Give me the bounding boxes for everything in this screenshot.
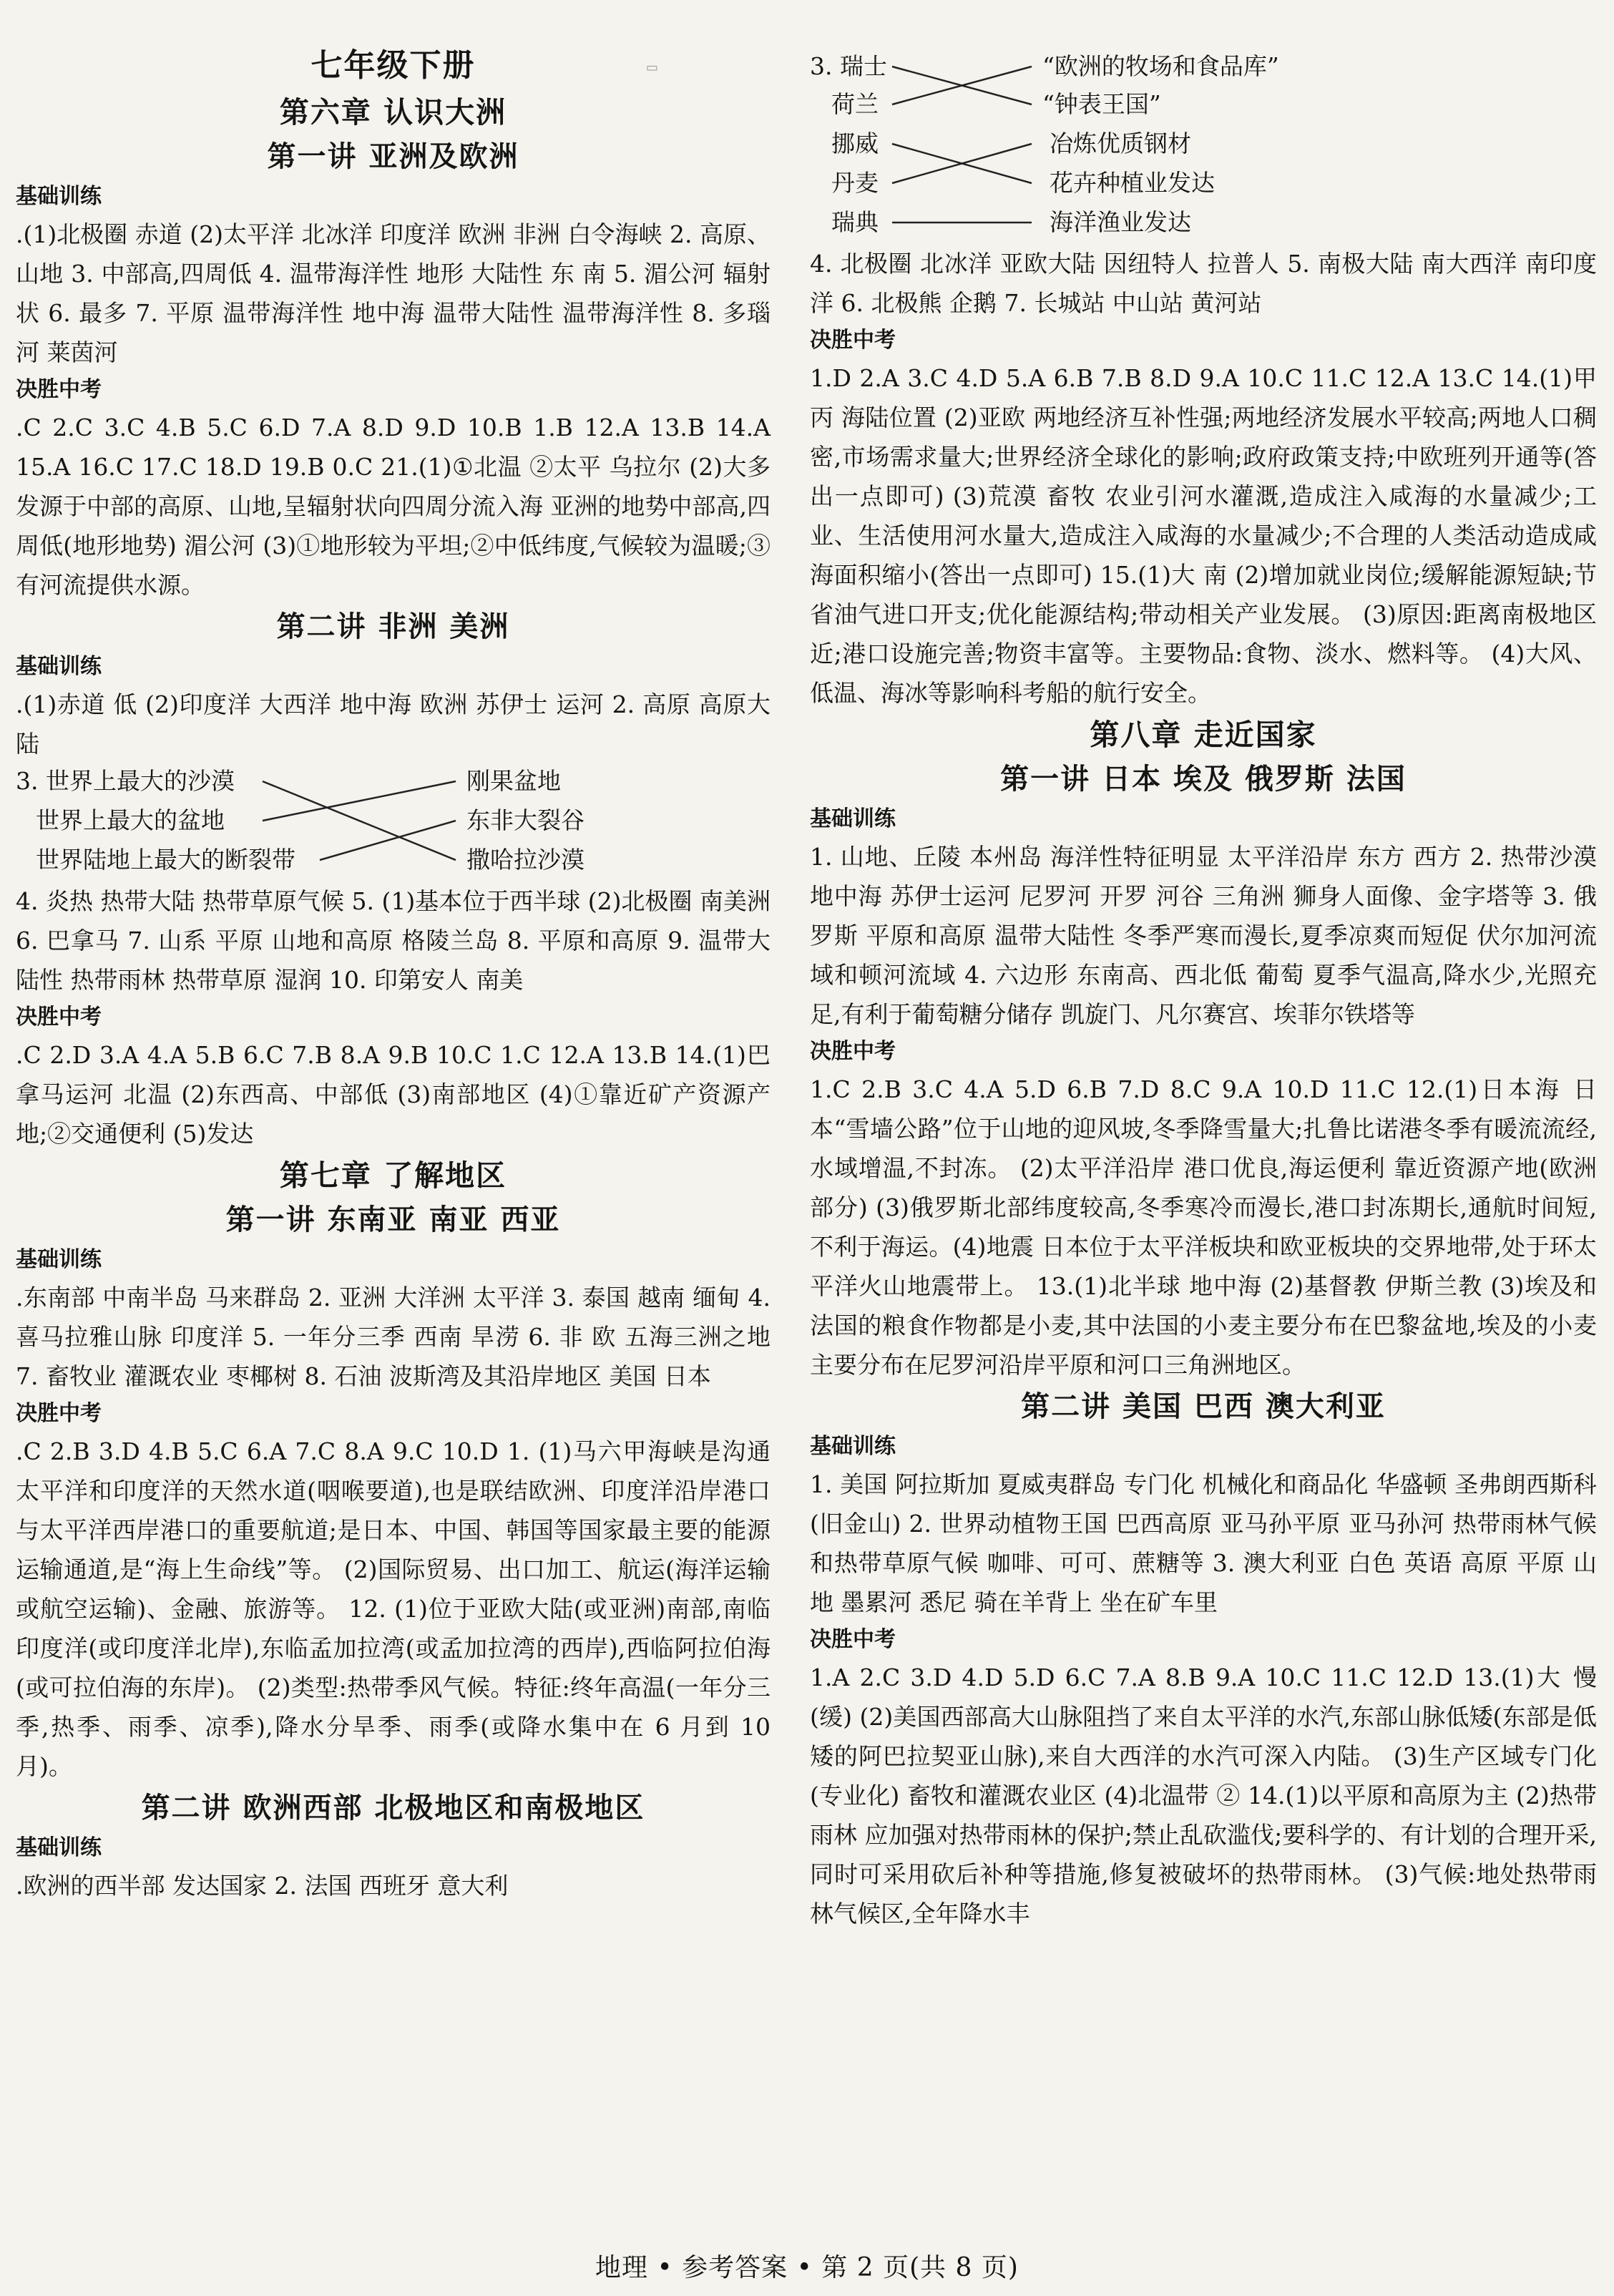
section-basic-training: 基础训练 xyxy=(810,1434,896,1459)
match-right-item: 海洋渔业发达 xyxy=(1050,208,1191,236)
lesson-1-basic-answers: .(1)北极圈 赤道 (2)太平洋 北冰洋 印度洋 欧洲 非洲 白令海峡 2. 高原、山地 3. 中部高,四周低 4. 温带海洋性 地形 大陆性 东 南 5. 湄公河 辐射状 6. 最多 7. 平原 温带海洋性 地中海 温带大陆性 温带海洋性 8. 多瑙河 莱茵河 xyxy=(16,220,771,366)
section-final-exam: 决胜中考 xyxy=(16,1401,102,1426)
match-right-item: 东非大裂谷 xyxy=(466,806,585,834)
lesson-6-title: 第二讲 美国 巴西 澳大利亚 xyxy=(1021,1389,1386,1423)
page-footer: 地理 • 参考答案 • 第 2 页(共 8 页) xyxy=(595,2253,1019,2282)
lesson-4-basic-answers: .欧洲的西半部 发达国家 2. 法国 西班牙 意大利 xyxy=(16,1872,509,1900)
section-final-exam: 决胜中考 xyxy=(810,1627,896,1652)
lesson-3-exam-answers: .C 2.B 3.D 4.B 5.C 6.A 7.C 8.A 9.C 10.D 1. (1)马六甲海峡是沟通太平洋和印度洋的天然水道(咽喉要道),也是联结欧洲、印度洋沿岸港口与太平洋西岸港口的重要航道;是日本、中国、韩国等国家最主要的能源运输通道,是“海上生命线”等。 (2)国际贸易、出口加工、航运(海洋运输或航空运输)、金融、旅游等。 12. (1)位于亚欧大陆(或亚洲)南部,南临印度洋(或印度洋北岸),东临孟加拉湾(或孟加拉湾的西岸),西临阿拉伯海(或可拉伯海的东岸)。 (2)类型:热带季风气候。特征:终年高温(一年分三季,热季、雨季、凉季),降水分旱季、雨季(或降水集中在 6 月到 10 月)。 xyxy=(16,1437,778,1780)
lesson-6-basic-answers: 1. 美国 阿拉斯加 夏威夷群岛 专门化 机械化和商品化 华盛顿 圣弗朗西斯科(旧金山) 2. 世界动植物王国 巴西高原 亚马孙平原 亚马孙河 热带雨林气候和热带草原气候 咖啡、可可、蔗糖等 3. 澳大利亚 白色 英语 高原 平原 山地 墨累河 悉尼 骑在羊背上 坐在矿车里 xyxy=(810,1470,1597,1616)
match-right-item: 撒哈拉沙漠 xyxy=(466,846,585,874)
match-left-item: 荷兰 xyxy=(831,90,879,118)
section-final-exam: 决胜中考 xyxy=(810,328,896,353)
section-basic-training: 基础训练 xyxy=(16,654,102,679)
chapter-7-title: 第七章 了解地区 xyxy=(279,1158,507,1193)
match-right-item: 冶炼优质钢材 xyxy=(1050,130,1191,157)
lesson-2-exam-answers: .C 2.D 3.A 4.A 5.B 6.C 7.B 8.A 9.B 10.C 1.C 12.A 13.B 14.(1)巴拿马运河 北温 (2)东西高、中部低 (3)南部地区 (4)①靠近矿产资源产地;②交通便利 (5)发达 xyxy=(16,1041,771,1148)
match-left-item: 世界上最大的盆地 xyxy=(36,806,225,834)
lesson-2-basic-answers-part1: .(1)赤道 低 (2)印度洋 大西洋 地中海 欧洲 苏伊士 运河 2. 高原 高原大陆 xyxy=(16,690,771,758)
match-left-item: 丹麦 xyxy=(831,169,879,197)
match-right-item: “欧洲的牧场和食品库” xyxy=(1042,52,1279,80)
match-right-item: 刚果盆地 xyxy=(466,767,561,795)
lesson-3-title: 第一讲 东南亚 南亚 西亚 xyxy=(225,1203,561,1236)
lesson-3-basic-answers: .东南部 中南半岛 马来群岛 2. 亚洲 大洋洲 太平洋 3. 泰国 越南 缅甸 4. 喜马拉雅山脉 印度洋 5. 一年分三季 西南 旱涝 6. 非 欧 五海三洲之地 7. 畜牧业 灌溉农业 枣椰树 8. 石油 波斯湾及其沿岸地区 美国 日本 xyxy=(16,1284,778,1390)
match-left-item: 3. 瑞士 xyxy=(810,52,887,80)
section-basic-training: 基础训练 xyxy=(16,184,102,209)
lesson-4-basic-answers-part2: 4. 北极圈 北冰洋 亚欧大陆 因纽特人 拉普人 5. 南极大陆 南大西洋 南印度洋 6. 北极熊 企鹅 7. 长城站 中山站 黄河站 xyxy=(810,250,1597,317)
lesson-5-exam-answers: 1.C 2.B 3.C 4.A 5.D 6.B 7.D 8.C 9.A 10.D 11.C 12.(1)日本海 日本“雪墙公路”位于山地的迎风坡,冬季降雪量大;扎鲁比诺港冬季有暖流流经,水域增温,不封冻。 (2)太平洋沿岸 港口优良,海运便利 靠近资源产地(欧洲部分) (3)俄罗斯北部纬度较高,冬季寒冷而漫长,港口封冻期长,通航时间短,不利于海运。(4)地震 日本位于太平洋板块和欧亚板块的交界地带,处于环太平洋火山地震带上。 13.(1)北半球 地中海 (2)基督教 伊斯兰教 (3)埃及和法国的粮食作物都是小麦,其中法国的小麦主要分布在巴黎盆地,埃及的小麦主要分布在尼罗河沿岸平原和河口三角洲地区。 xyxy=(810,1075,1597,1379)
section-basic-training: 基础训练 xyxy=(16,1247,102,1272)
lesson-2-basic-answers-part2: 4. 炎热 热带大陆 热带草原气候 5. (1)基本位于西半球 (2)北极圈 南美洲 6. 巴拿马 7. 山系 平原 山地和高原 格陵兰岛 8. 平原和高原 9. 温带大陆性 热带雨林 热带草原 湿润 10. 印第安人 南美 xyxy=(16,887,778,994)
matching-diagram-countries xyxy=(810,47,1597,244)
print-mark: ▭ xyxy=(646,60,659,75)
section-final-exam: 决胜中考 xyxy=(16,377,102,402)
lesson-1-exam-answers: .C 2.C 3.C 4.B 5.C 6.D 7.A 8.D 9.D 10.B 1.B 12.A 13.B 14.A 15.A 16.C 17.C 18.D 19.B 0.C 21.(1)①北温 ②太平 乌拉尔 (2)大多发源于中部的高原、山地,呈辐射状向四周分流入海 亚洲的地势中部高,四周低(地形地势) 湄公河 (3)①地形较为平坦;②中低纬度,气候较为温暖;③有河流提供水源。 xyxy=(16,414,778,599)
lesson-4-title: 第二讲 欧洲西部 北极地区和南极地区 xyxy=(141,1791,645,1824)
match-left-item: 挪威 xyxy=(831,130,879,157)
lesson-5-title: 第一讲 日本 埃及 俄罗斯 法国 xyxy=(1000,762,1407,796)
match-left-item: 瑞典 xyxy=(831,208,879,236)
lesson-6-exam-answers: 1.A 2.C 3.D 4.D 5.D 6.C 7.A 8.B 9.A 10.C 11.C 12.D 13.(1)大 慢(缓) (2)美国西部高大山脉阻挡了来自太平洋的水汽,东部山脉低矮(东部是低矮的阿巴拉契亚山脉),来自大西洋的水汽可深入内陆。 (3)生产区域专门化(专业化) 畜牧和灌溉农业区 (4)北温带 ② 14.(1)以平原和高原为主 (2)热带雨林 应加强对热带雨林的保护;禁止乱砍滥伐;要科学的、有计划的合理开采,同时可采用砍后补种等措施,修复被破坏的热带雨林。 (3)气候:地处热带雨林气候区,全年降水丰 xyxy=(810,1664,1597,1928)
section-final-exam: 决胜中考 xyxy=(16,1005,102,1030)
section-basic-training: 基础训练 xyxy=(16,1835,102,1860)
lesson-4-exam-answers: 1.D 2.A 3.C 4.D 5.A 6.B 7.B 8.D 9.A 10.C 11.C 12.A 13.C 14.(1)甲 丙 海陆位置 (2)亚欧 两地经济互补性强;两地经济发展水平较高;两地人口稠密,市场需求量大;世界经济全球化的影响;政府政策支持;中欧班列开通等(答出一点即可) (3)荒漠 畜牧 农业引河水灌溉,造成注入咸海的水量减少;工业、生活使用河水量大,造成注入咸海的水量减少;不合理的人类活动造成咸海面积缩小(答出一点即可) 15.(1)大 南 (2)增加就业岗位;缓解能源短缺;节省油气进口开支;优化能源结构;带动相关产业发展。 (3)原因:距离南极地区近;港口设施完善;物资丰富等。主要物品:食物、淡水、燃料等。 (4)大风、低温、海冰等影响科考船的航行安全。 xyxy=(810,364,1605,707)
right-column xyxy=(810,47,1605,1933)
matching-diagram-landforms xyxy=(16,763,771,881)
match-left-item: 世界陆地上最大的断裂带 xyxy=(36,846,295,874)
book-title: 七年级下册 xyxy=(310,47,476,84)
left-column xyxy=(16,41,778,1905)
lesson-1-title: 第一讲 亚洲及欧洲 xyxy=(267,140,519,173)
section-basic-training: 基础训练 xyxy=(810,806,896,831)
chapter-6-title: 第六章 认识大洲 xyxy=(279,95,507,130)
section-final-exam: 决胜中考 xyxy=(810,1039,896,1064)
chapter-8-title: 第八章 走近国家 xyxy=(1090,718,1317,752)
lesson-2-title: 第二讲 非洲 美洲 xyxy=(276,610,510,643)
lesson-5-basic-answers: 1. 山地、丘陵 本州岛 海洋性特征明显 太平洋沿岸 东方 西方 2. 热带沙漠 地中海 苏伊士运河 尼罗河 开罗 河谷 三角洲 狮身人面像、金字塔等 3. 俄罗斯 平原和高原 温带大陆性 冬季严寒而漫长,夏季凉爽而短促 伏尔加河流域和顿河流域 4. 六边形 东南高、西北低 葡萄 夏季气温高,降水少,光照充足,有利于葡萄糖分储存 凯旋门、凡尔赛宫、埃菲尔铁塔等 xyxy=(810,843,1605,1028)
match-right-item: 花卉种植业发达 xyxy=(1050,169,1215,197)
match-right-item: “钟表王国” xyxy=(1042,90,1161,118)
match-left-item: 3. 世界上最大的沙漠 xyxy=(16,767,235,795)
